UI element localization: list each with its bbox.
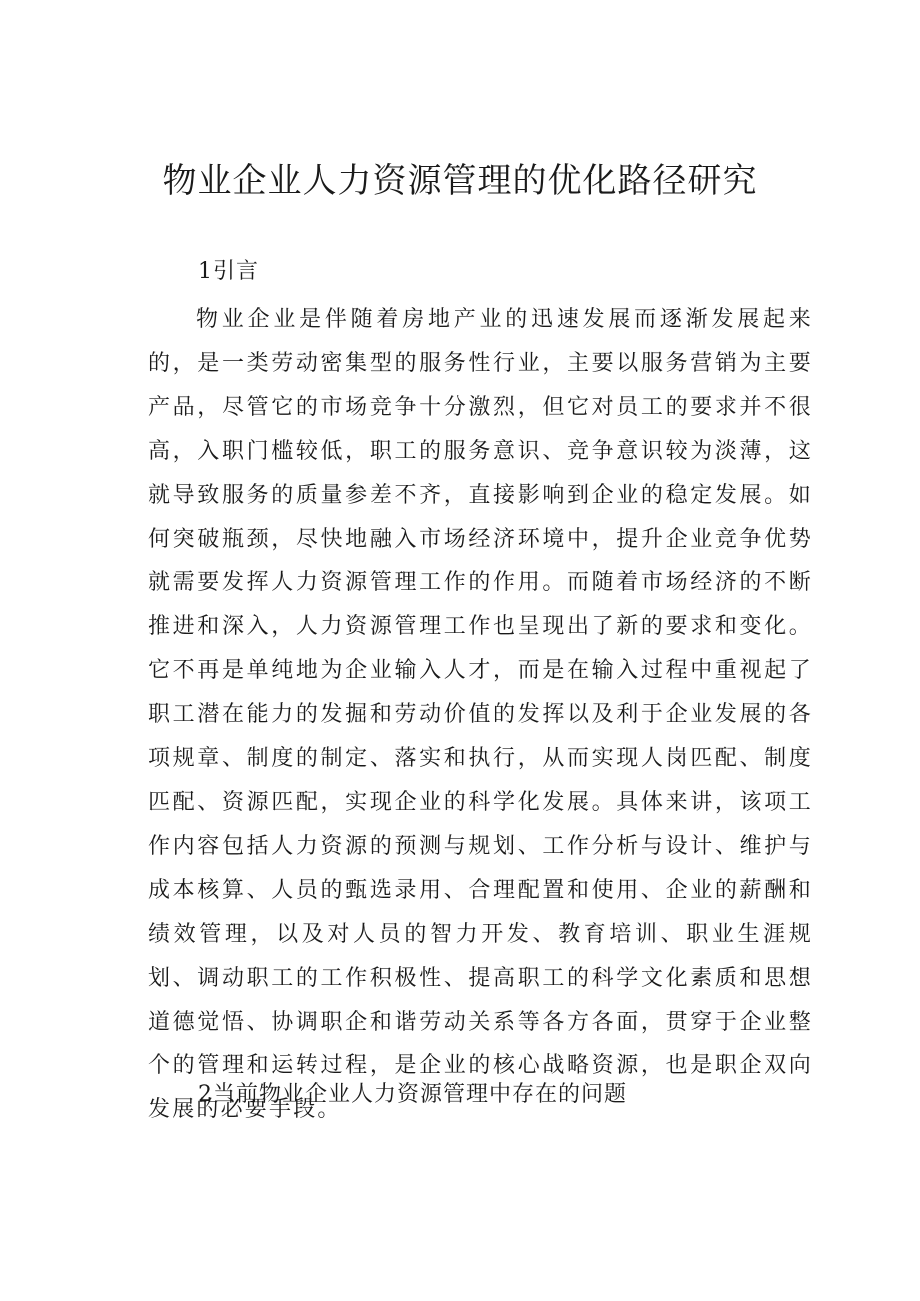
introduction-paragraph: 物业企业是伴随着房地产业的迅速发展而逐渐发展起来的，是一类劳动密集型的服务性行业，主要以服务营销为主要产品，尽管它的市场竞争十分激烈，但它对员工的要求并不很高，入职门槛较低，职工的服务意识、竞争意识较为淡薄，这就导致服务的质量参差不齐，直接影响到企业的稳定发展。如何突破瓶颈，尽快地融入市场经济环境中，提升企业竞争优势就需要发挥人力资源管理工作的作用。而随着市场经济的不断推进和深入，人力资源管理工作也呈现出了新的要求和变化。它不再是单纯地为企业输入人才，而是在输入过程中重视起了职工潜在能力的发掘和劳动价值的发挥以及利于企业发展的各项规章、制度的制定、落实和执行，从而实现人岗匹配、制度匹配、资源匹配，实现企业的科学化发展。具体来讲，该项工作内容包括人力资源的预测与规划、工作分析与设计、维护与成本核算、人员的甄选录用、合理配置和使用、企业的薪酬和绩效管理，以及对人员的智力开发、教育培训、职业生涯规划、调动职工的工作积极性、提高职工的科学文化素质和思想道德觉悟、协调职企和谐劳动关系等各方各面，贯穿于企业整个的管理和运转过程，是企业的核心战略资源，也是职企双向发展的必要手段。 xyxy=(148,307,813,1123)
document-title: 物业企业人力资源管理的优化路径研究 xyxy=(162,161,758,201)
section-heading-current-problems: 2当前物业企业人力资源管理中存在的问题 xyxy=(198,1082,627,1107)
section-heading-introduction: 1引言 xyxy=(198,259,259,284)
